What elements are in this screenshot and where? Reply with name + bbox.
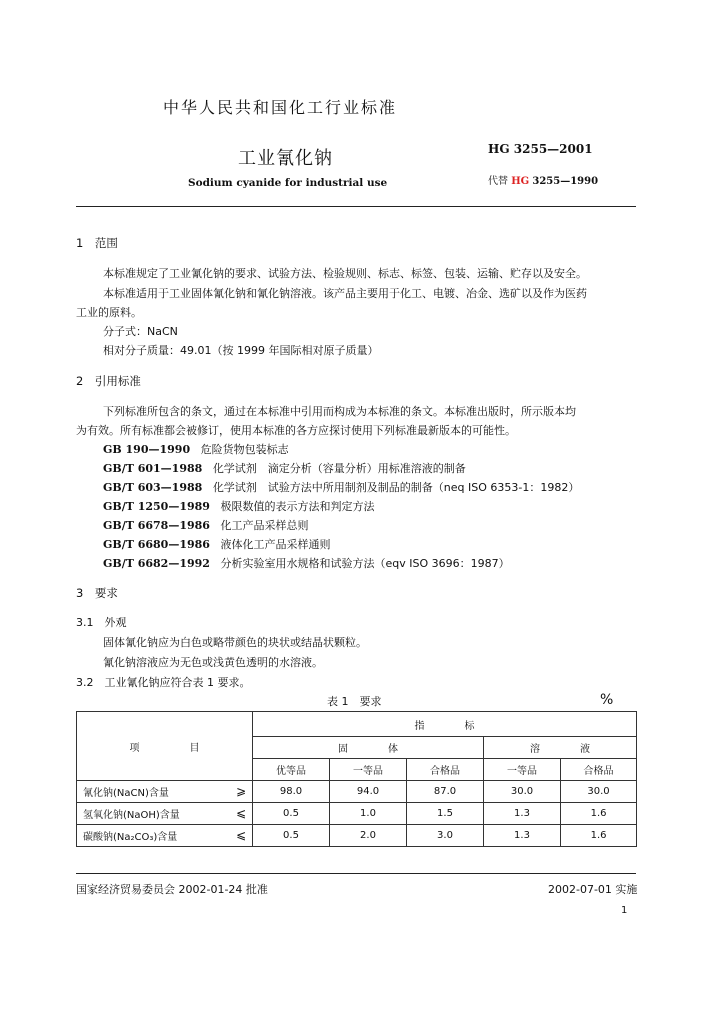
section-1-para-2b: 工业的原料。 <box>76 306 142 319</box>
reference-title: 极限数值的表示方法和判定方法 <box>220 500 375 513</box>
page-number: 1 <box>621 905 628 916</box>
replaces-prefix: 代替 <box>488 176 508 187</box>
grade-header: 合格品 <box>561 759 637 781</box>
table-cell: 1.0 <box>330 803 407 825</box>
table-title: 表 1 要求 <box>327 695 382 708</box>
standard-code: HG 3255—2001 <box>488 142 593 156</box>
molecular-formula: 分子式：NaCN <box>103 325 178 338</box>
table-cell: 30.0 <box>561 781 637 803</box>
comparison-symbol: ⩽ <box>235 828 246 842</box>
standard-type-heading: 中华人民共和国化工行业标准 <box>163 98 398 117</box>
reference-title: 化学试剂 试验方法中所用制剂及制品的制备（neq ISO 6353-1：1982） <box>212 481 580 494</box>
reference-item <box>103 460 466 476</box>
reference-title: 化学试剂 滴定分析（容量分析）用标准溶液的制备 <box>212 462 466 475</box>
reference-code: GB/T 6678—1986 <box>103 519 210 532</box>
section-1-para-1: 本标准规定了工业氰化钠的要求、试验方法、检验规则、标志、标签、包装、运输、贮存以及安全。 <box>103 267 587 280</box>
grade-header: 优等品 <box>253 759 330 781</box>
effective-date: 2002-07-01 实施 <box>548 883 638 896</box>
replaces-hg: HG <box>511 176 530 187</box>
reference-item <box>103 479 579 495</box>
section-2-para-1b: 为有效。所有标准都会被修订，使用本标准的各方应探讨使用下列标准最新版本的可能性。 <box>76 424 516 437</box>
row-label <box>77 781 253 803</box>
reference-item <box>103 498 374 514</box>
table-cell: 2.0 <box>330 825 407 847</box>
table-row <box>77 781 637 803</box>
section-2-para-1a: 下列标准所包含的条文，通过在本标准中引用而构成为本标准的条文。本标准出版时，所示版本均 <box>103 405 576 418</box>
reference-title: 危险货物包装标志 <box>200 443 289 456</box>
item-header: 项 目 <box>77 712 253 781</box>
table-row <box>77 803 637 825</box>
reference-title: 液体化工产品采样通则 <box>220 538 331 551</box>
reference-code: GB/T 6680—1986 <box>103 538 210 551</box>
section-2-title: 2 引用标准 <box>76 374 141 388</box>
reference-item <box>103 441 289 457</box>
requirements-table <box>76 711 637 847</box>
reference-title: 化工产品采样总则 <box>220 519 309 532</box>
reference-code: GB/T 601—1988 <box>103 462 203 475</box>
table-cell: 1.3 <box>484 803 561 825</box>
molecular-mass: 相对分子质量：49.01（按 1999 年国际相对原子质量） <box>103 344 379 357</box>
table-row <box>77 825 637 847</box>
section-1-title: 1 范围 <box>76 236 118 250</box>
table-cell: 98.0 <box>253 781 330 803</box>
replaces-code: 3255—1990 <box>532 176 599 187</box>
reference-code: GB 190—1990 <box>103 443 191 456</box>
table-cell: 87.0 <box>407 781 484 803</box>
document-title-english: Sodium cyanide for industrial use <box>188 177 388 189</box>
reference-item <box>103 555 510 571</box>
table-cell: 1.3 <box>484 825 561 847</box>
reference-code: GB/T 603—1988 <box>103 481 203 494</box>
section-3-title: 3 要求 <box>76 586 118 600</box>
table-cell: 94.0 <box>330 781 407 803</box>
document-title: 工业氰化钠 <box>238 148 333 169</box>
table-unit: % <box>600 692 614 708</box>
section-3-1-title: 3.1 外观 <box>76 616 127 629</box>
table-cell: 1.6 <box>561 825 637 847</box>
table-cell: 30.0 <box>484 781 561 803</box>
row-name: 氢氧化钠(NaOH)含量 <box>83 810 180 821</box>
section-3-2-title: 3.2 工业氰化钠应符合表 1 要求。 <box>76 676 251 689</box>
row-label <box>77 825 253 847</box>
table-cell: 0.5 <box>253 825 330 847</box>
table-cell: 3.0 <box>407 825 484 847</box>
solid-header: 固 体 <box>253 737 484 759</box>
replaces-note <box>488 172 598 187</box>
grade-header: 一等品 <box>484 759 561 781</box>
comparison-symbol: ⩾ <box>235 784 246 798</box>
row-label <box>77 803 253 825</box>
index-header: 指 标 <box>253 712 637 737</box>
reference-item <box>103 517 308 533</box>
reference-item <box>103 536 330 552</box>
row-name: 碳酸钠(Na₂CO₃)含量 <box>83 832 178 843</box>
row-name: 氰化钠(NaCN)含量 <box>83 788 169 799</box>
grade-header: 合格品 <box>407 759 484 781</box>
comparison-symbol: ⩽ <box>235 806 246 820</box>
table-cell: 1.5 <box>407 803 484 825</box>
section-3-1-para-1: 固体氰化钠应为白色或略带颜色的块状或结晶状颗粒。 <box>103 636 367 649</box>
section-1-para-2a: 本标准适用于工业固体氰化钠和氰化钠溶液。该产品主要用于化工、电镀、冶金、选矿以及作为医药 <box>103 287 587 300</box>
reference-title: 分析实验室用水规格和试验方法（eqv ISO 3696：1987） <box>220 557 510 570</box>
reference-code: GB/T 6682—1992 <box>103 557 210 570</box>
footer-divider <box>76 873 636 874</box>
section-3-1-para-2: 氰化钠溶液应为无色或浅黄色透明的水溶液。 <box>103 656 323 669</box>
reference-code: GB/T 1250—1989 <box>103 500 210 513</box>
table-cell: 0.5 <box>253 803 330 825</box>
grade-header: 一等品 <box>330 759 407 781</box>
approval-note: 国家经济贸易委员会 2002-01-24 批准 <box>76 883 268 896</box>
header-divider <box>76 206 636 207</box>
table-cell: 1.6 <box>561 803 637 825</box>
solution-header: 溶 液 <box>484 737 637 759</box>
